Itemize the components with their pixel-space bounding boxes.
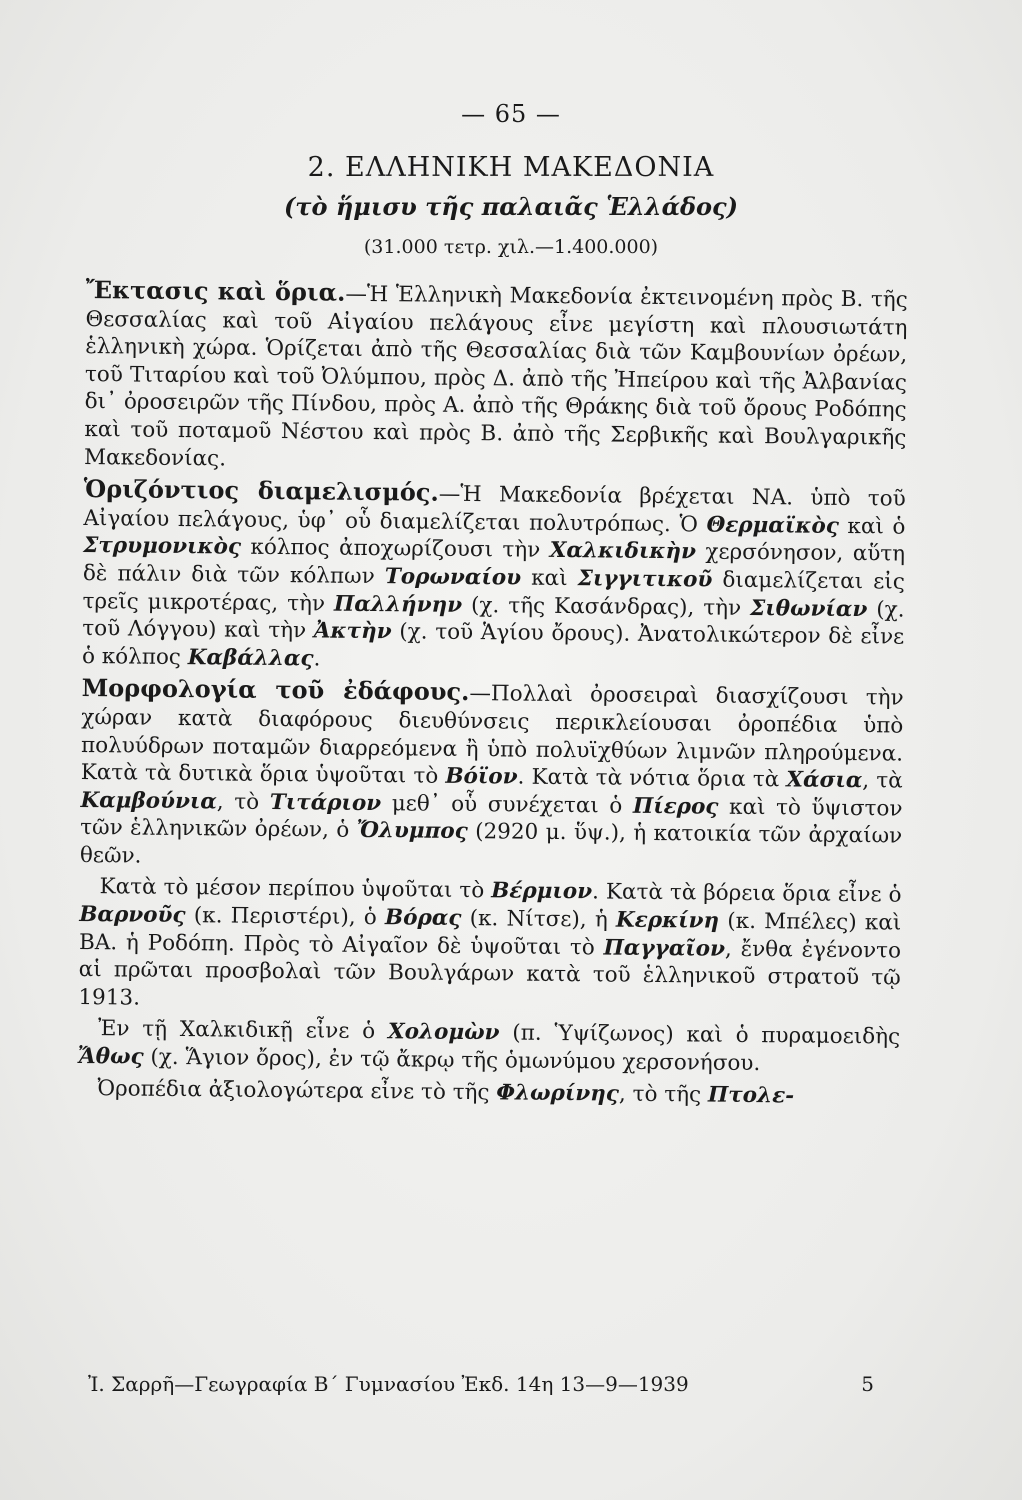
emphasis-term: Χολομὼν [387,1019,500,1046]
emphasis-term: Πίερος [632,793,719,820]
text-run: μεθ᾽ οὗ συνέχεται ὁ [381,790,634,819]
text-run: (χ. τῆς Κασάνδρας), τὴν [461,592,751,621]
text-run: —Ἡ Ἑλληνικὴ Μακεδονία ἐκτεινομένη πρὸς Β. τῆς Θεσσαλίας καὶ τοῦ Αἰγαίου πελάγους εἶνε μεγίστη καὶ πλουσιωτάτη ἑλληνικὴ χώρα. Ὁρίζεται ἀπὸ τῆς Θεσσαλίας διὰ τῶν Καμβουνίων ὀρέων, τοῦ Τιταρίου καὶ τοῦ Ὀλύμπου, πρὸς Δ. ἀπὸ τῆς Ἠπείρου καὶ τῆς Ἀλβανίας δι᾽ ὀροσειρῶν τῆς Πίνδου, πρὸς Α. ἀπὸ τῆς Θράκης διὰ τοῦ ὄρους Ροδόπης καὶ τοῦ ποταμοῦ Νέστου καὶ πρὸς Β. ἀπὸ τῆς Σερβικῆς καὶ Βουλγαρικῆς Μακεδονίας. [83,281,908,472]
page-number: — 65 — [461,100,561,128]
text-run: (χ. τοῦ Ἁγίου ὄρους). Ἀνατολικώτερον δὲ εἶνε ὁ κόλπος [81,619,905,670]
body-text [77,276,908,1115]
emphasis-term: Τορωναίου [384,564,522,591]
text-run: Κατὰ τὸ μέσον περίπου ὑψοῦται τὸ [99,874,492,904]
emphasis-term: Βόϊον [445,763,518,790]
text-run: Ὀροπέδια ἀξιολογώτερα εἶνε τὸ τῆς [97,1075,497,1105]
text-run: (π. Ὑψίζωνος) καὶ ὁ πυραμοειδὴς [499,1020,901,1051]
footer-page: 5 [861,1372,874,1396]
emphasis-term: Παλλήνην [333,591,463,618]
paragraph [84,276,908,480]
emphasis-term: Στρυμονικὸς [83,533,242,560]
paragraph [77,1075,899,1111]
text-run: —Ἡ Μακεδονία βρέχεται ΝΑ. ὑπὸ τοῦ Αἰγαίου πελάγους, ὑφ᾽ οὗ διαμελίζεται πολυτρόπως. Ὁ [83,481,906,538]
text-run: καὶ τὸ ὕψιστον τῶν ἑλληνικῶν ὀρέων, ὁ [80,794,903,844]
paragraph [82,475,906,679]
footer-text: Ἰ. Σαρρῆ—Γεωγραφία Β΄ Γυμνασίου Ἐκδ. 14η 13—9—1939 [88,1372,689,1396]
text-run: (κ. Μπέλες) καὶ ΒΑ. ἡ Ροδόπη. Πρὸς τὸ Αἰγαῖον δὲ ὑψοῦται τὸ [78,908,902,961]
emphasis-term: Ἄθως [77,1043,144,1070]
emphasis-term: Θερμαϊκὸς [706,512,839,539]
text-run: (χ. τοῦ Λόγγου) καὶ τὴν [82,596,905,644]
paragraph [80,674,904,878]
text-run: , τὰ [862,768,903,794]
chapter-title: 2. ΕΛΛΗΝΙΚΗ ΜΑΚΕΔΟΝΙΑ [307,152,715,183]
text-run: Ἐν τῇ Χαλκιδικῇ εἶνε ὁ [97,1016,389,1045]
text-run: . [313,646,321,672]
text-run: κόλπος ἀποχωρίζουσι τὴν [240,534,550,564]
text-run: διαμελίζεται εἰς τρεῖς μικροτέρας, τὴν [82,567,905,617]
text-run: , τὸ [216,789,270,815]
text-run: (χ. Ἅγιον ὄρος), ἐν τῷ ἄκρῳ τῆς ὁμωνύμου χερσονήσου. [143,1044,761,1077]
text-run: —Πολλαὶ ὀροσειραὶ διασχίζουσι τὴν χώραν κατὰ διαφόρους διευθύνσεις περικλείουσαι ὀροπέδια ὑπὸ πολυύδρων ποταμῶν διαρρεόμενα ἢ ὑπὸ πολυϊχθύων λιμνῶν πληρούμενα. Κατὰ τὰ δυτικὰ ὅρια ὑψοῦται τὸ [80,681,904,789]
emphasis-term: Παγγαῖον [603,935,726,962]
emphasis-term: Σιθωνίαν [749,595,868,622]
emphasis-term: Κερκίνη [615,907,720,934]
emphasis-term: Φλωρίνης [496,1079,620,1107]
text-run: . Κατὰ τὰ βόρεια ὅρια εἶνε ὁ [591,879,902,909]
text-run: (κ. Περιστέρι), ὁ [185,903,386,931]
text-run: χερσόνησον, αὕτη δὲ πάλιν διὰ τῶν κόλπων [82,539,906,590]
chapter-area: (31.000 τετρ. χιλ.—1.400.000) [363,236,659,258]
paragraph [78,873,901,1020]
emphasis-term: Βέρμιον [491,878,593,905]
chapter-subtitle: (τὸ ἥμισυ τῆς παλαιᾶς Ἑλλάδος) [283,192,739,221]
emphasis-term: Βαρνοῦς [79,902,186,929]
text-run: καὶ ὁ [838,513,906,540]
emphasis-term: Χαλκιδικὴν [549,538,697,565]
section-heading: Ἔκτασις καὶ ὅρια. [85,275,346,307]
text-run: καὶ [520,565,578,592]
emphasis-term: Ἀκτὴν [313,618,392,645]
text-run: , τὸ τῆς [618,1081,709,1108]
section-heading: Ὁριζόντιος διαμελισμός. [83,474,439,507]
text-run: (κ. Νίτσε), ἡ [461,906,617,933]
emphasis-term: Τιτάριον [269,789,382,816]
footer [88,1372,874,1396]
emphasis-term: Σιγγιτικοῦ [577,566,713,593]
paragraph [78,1015,901,1079]
text-run: (2920 μ. ὕψ.), ἡ κατοικία τῶν ἀρχαίων θεῶν. [79,819,903,869]
emphasis-term: Χάσια [786,767,863,794]
text-run: . Κατὰ τὰ νότια ὅρια τὰ [517,764,787,793]
emphasis-term: Ὄλυμπος [356,818,468,845]
emphasis-term: Βόρας [384,905,462,932]
emphasis-term: Καμβούνια [80,787,218,815]
emphasis-term: Καβάλλας [187,644,314,672]
section-heading: Μορφολογία τοῦ ἐδάφους. [81,673,470,707]
emphasis-term: Πτολε- [707,1082,795,1109]
text-run: , ἔνθα ἐγένοντο αἱ πρῶται προσβολαὶ τῶν Βουλγάρων κατὰ τοῦ ἑλληνικοῦ στρατοῦ τῷ 1913. [78,936,902,1011]
